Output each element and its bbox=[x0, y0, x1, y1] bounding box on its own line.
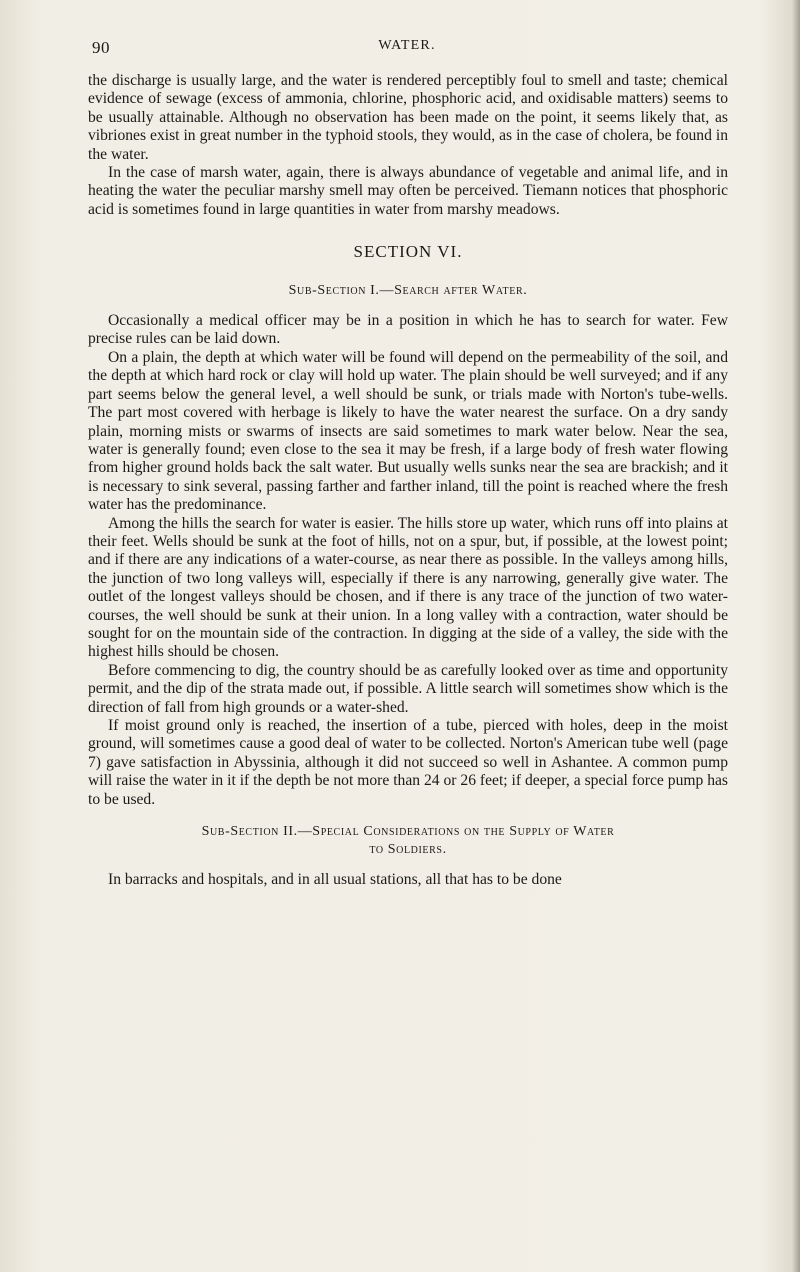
page-body bbox=[88, 72, 728, 889]
paragraph: In barracks and hospitals, and in all usual stations, all that has to be done bbox=[108, 871, 562, 889]
paragraph: In the case of marsh water, again, there is always abundance of vegetable and animal life, and in heating the water the peculiar marshy smell may often be perceived. Tiemann notices that phosphoric acid is sometimes found in large quantities in water from marshy meadows. bbox=[88, 164, 728, 218]
section-title: SECTION VI. bbox=[353, 242, 463, 262]
page-edge-shadow bbox=[792, 0, 800, 1272]
subsection-title-line: Sub-Section II.—Special Considerations on the Supply of Water bbox=[201, 824, 615, 840]
paragraph: If moist ground only is reached, the insertion of a tube, pierced with holes, deep in the moist ground, will sometimes cause a good deal of water to be collected. Norton's American tube well (page 7) gave satisfaction in Abyssinia, although it did not succeed so well in Ashantee. A common pump will raise the water in it if the depth be not more than 24 or 26 feet; if deeper, a special force pump has to be used. bbox=[88, 717, 728, 808]
running-head bbox=[92, 38, 722, 60]
paragraph: the discharge is usually large, and the water is rendered perceptibly foul to smell and taste; chemical evidence of sewage (excess of ammonia, chlorine, phosphoric acid, and oxidisable matters) seems to be usually attainable. Although no observation has been made on the point, it seems likely that, as vibriones exist in great number in the typhoid stools, they would, as in the case of cholera, be found in the water. bbox=[88, 72, 728, 163]
paragraph: Before commencing to dig, the country should be as carefully looked over as time and opportunity permit, and the dip of the strata made out, if possible. A little search will sometimes show which is the direction of fall from high grounds or a water-shed. bbox=[88, 661, 728, 716]
paragraph: On a plain, the depth at which water will be found will depend on the permeability of the soil, and the depth at which hard rock or clay will hold up water. The plain should be well surveyed; and if any part seems below the general level, a well should be sunk, or trials made with Norton's tube-wells. The part most covered with herbage is likely to have the water nearest the surface. On a dry sandy plain, morning mists or swarms of insects are said sometimes to mark water below. Near the sea, water is generally found; even close to the sea it may be fresh, if a large body of fresh water flowing from higher ground holds back the salt water. But usually wells sunks near the sea are brackish; and it is necessary to sink several, passing farther and farther inland, till the point is reached where the fresh water has the predominance. bbox=[88, 348, 728, 514]
running-title: WATER. bbox=[378, 38, 436, 53]
paragraph: Among the hills the search for water is easier. The hills store up water, which runs off into plains at their feet. Wells should be sunk at the foot of hills, not on a spur, but, if possible, at the lowest point; and if there are any indications of a water-course, as near there as possible. In the valleys among hills, the junction of two long valleys will, especially if there is any narrowing, generally give water. The outlet of the longest valleys should be chosen, and if there is any trace of the junction of two water-courses, the well should be sunk at their union. In a long valley with a contraction, water should be sought for on the mountain side of the contraction. In digging at the side of a valley, the side with the highest hills should be chosen. bbox=[88, 514, 728, 661]
subsection-title: Sub-Section I.—Search after Water. bbox=[288, 282, 528, 298]
page-number: 90 bbox=[92, 38, 110, 57]
subsection-title bbox=[88, 823, 728, 859]
subsection-title-line: to Soldiers. bbox=[369, 842, 447, 858]
paragraph: Occasionally a medical officer may be in a position in which he has to search for water. Few precise rules can be laid down. bbox=[88, 312, 728, 348]
